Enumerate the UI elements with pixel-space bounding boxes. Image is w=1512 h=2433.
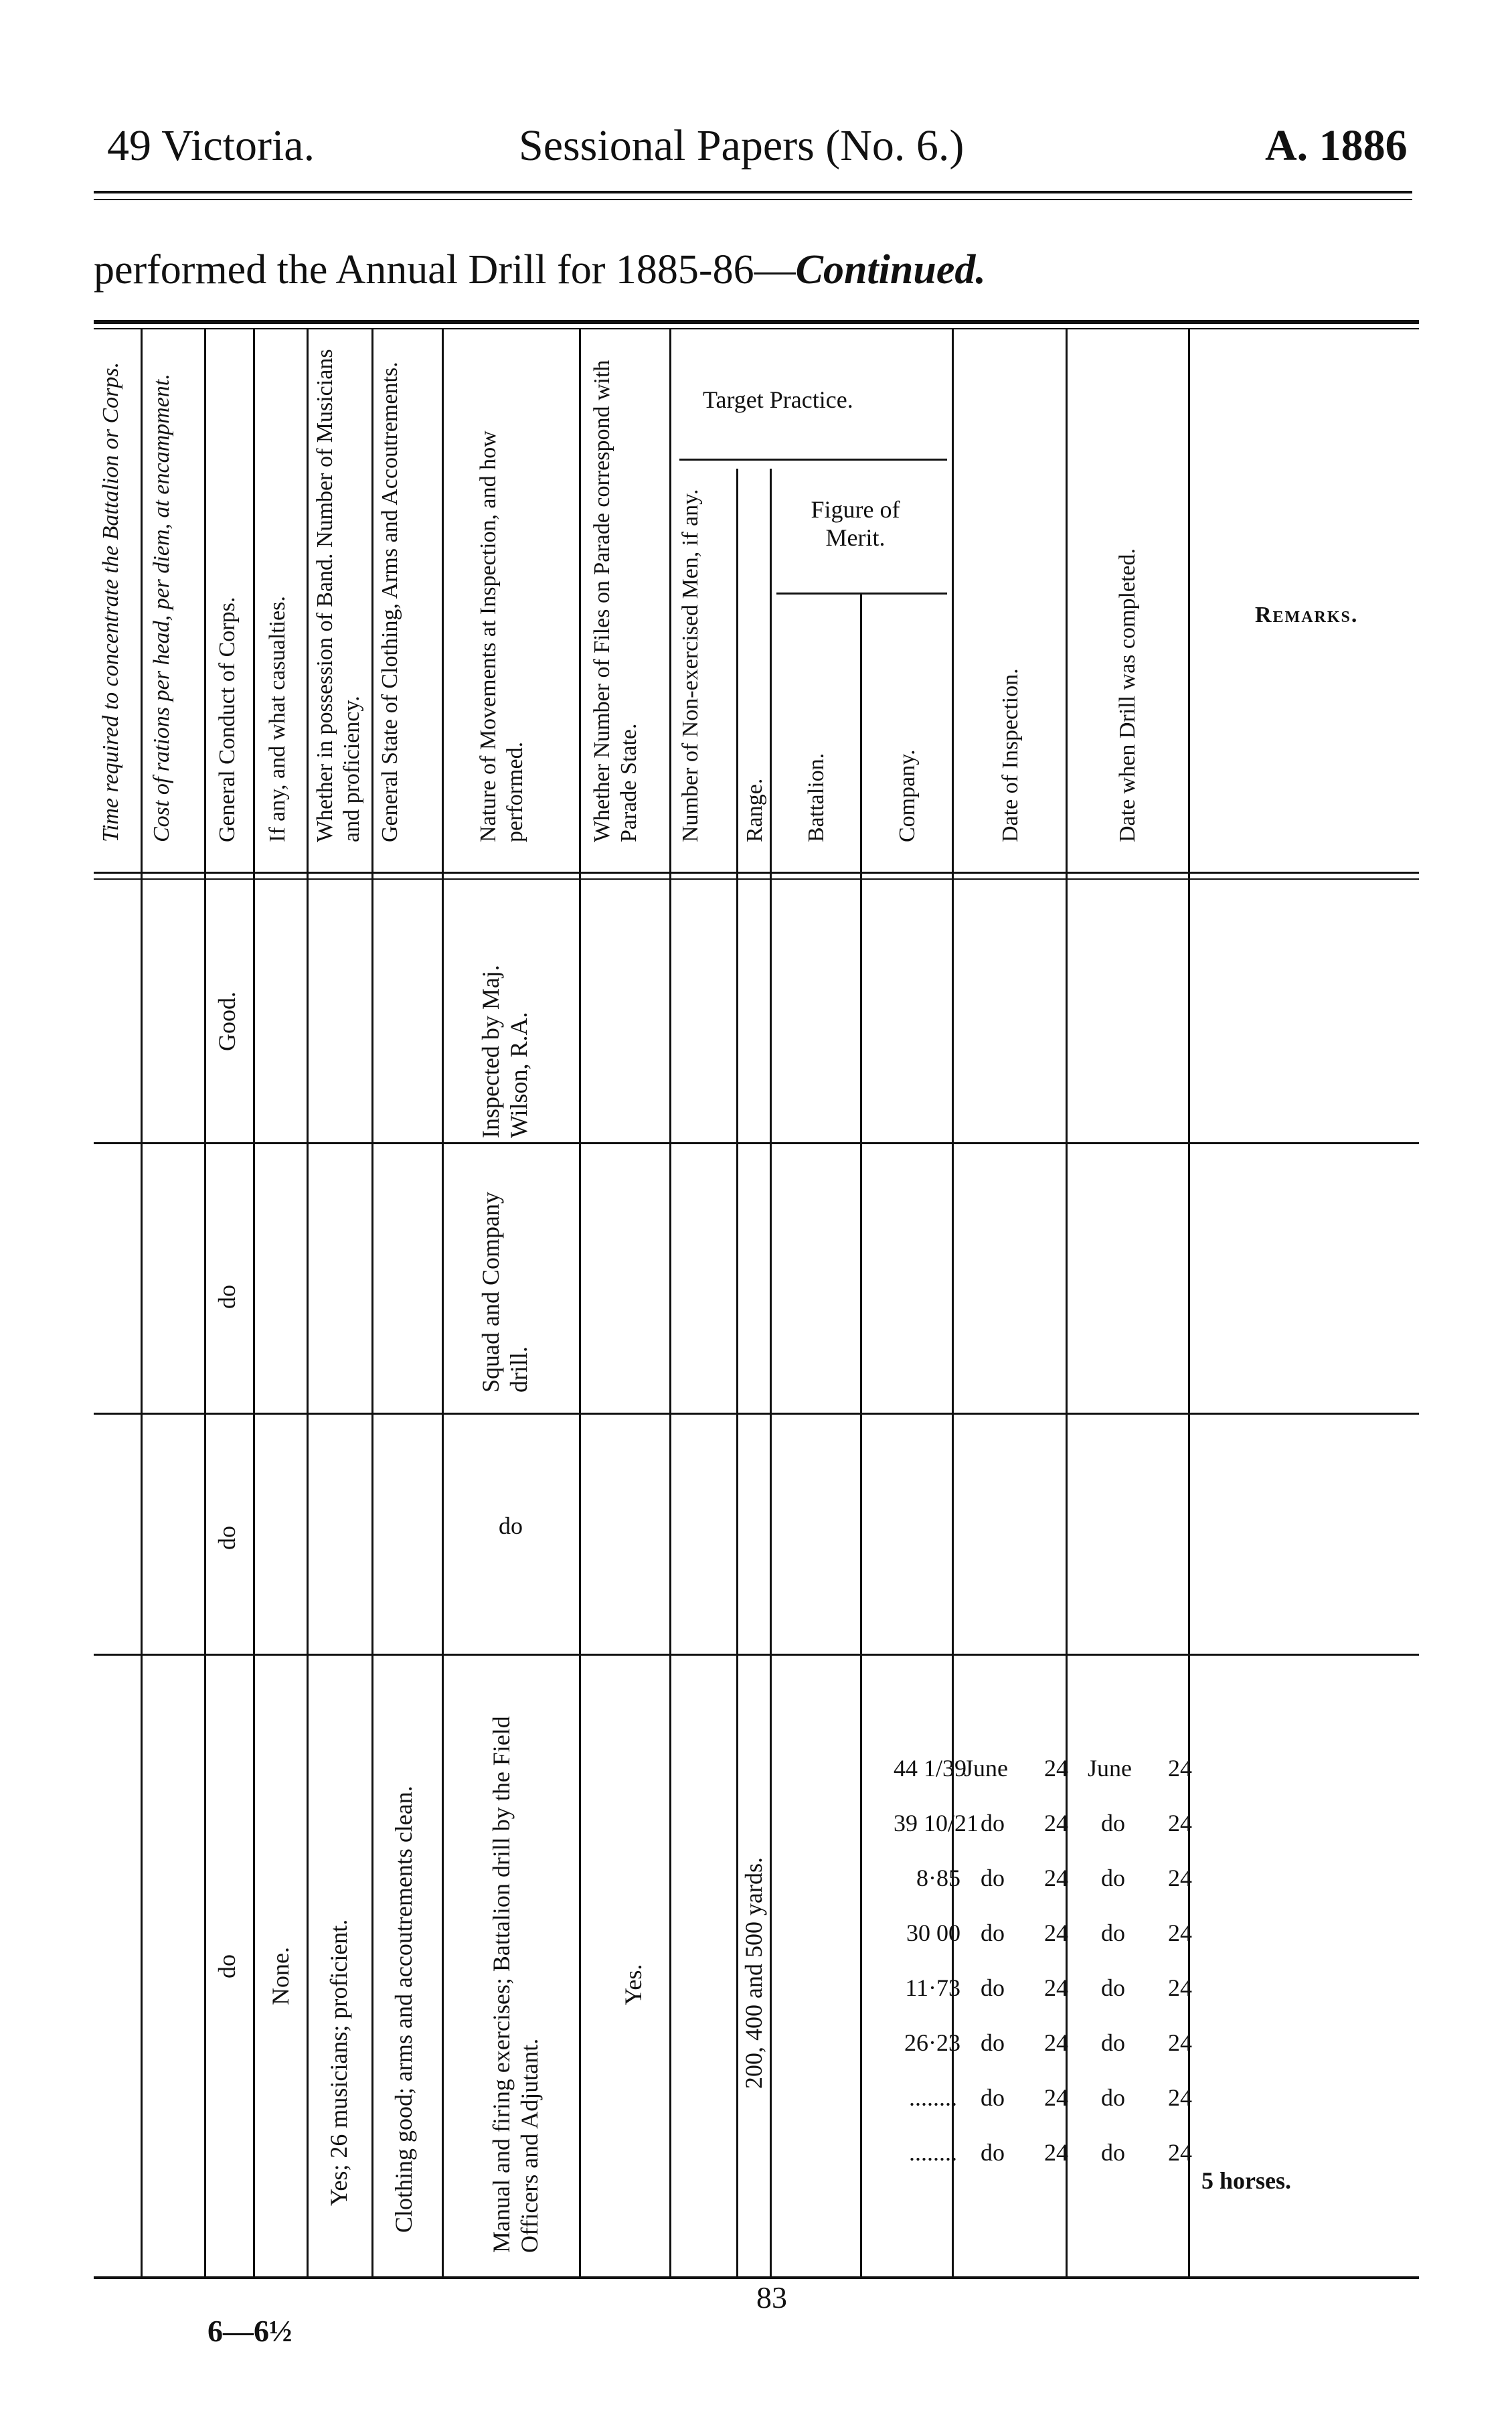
inspection-day: 24	[1044, 1810, 1068, 1836]
row4-range: 200, 400 and 500 yards.	[740, 1857, 767, 2089]
col-clothing: General State of Clothing, Arms and Accoutrements.	[377, 362, 402, 842]
company-value: 39 10/21	[894, 1810, 979, 1836]
row4-conduct: do	[214, 1954, 240, 1978]
inspection-day: 24	[1044, 1919, 1068, 1946]
footer-signature: 6—6½	[207, 2314, 292, 2348]
inspection-month: do	[981, 1810, 1005, 1836]
inspection-month: do	[981, 1974, 1005, 2001]
row2-conduct: do	[214, 1285, 240, 1309]
row1-conduct: Good.	[214, 992, 240, 1051]
row2-movements: Squad and Company drill.	[477, 1192, 532, 1393]
table-top-rule-thin	[94, 328, 1419, 329]
col-battalion: Battalion.	[804, 753, 829, 842]
col-separator	[736, 469, 738, 2276]
row4-remarks: 5 horses.	[1201, 2167, 1291, 2194]
drill-day: 24	[1168, 1919, 1192, 1946]
drill-month: do	[1101, 1865, 1125, 1891]
row-separator	[94, 1413, 1419, 1415]
col-separator	[770, 469, 772, 2276]
col-movements: Nature of Movements at Inspection, and how performed.	[476, 430, 527, 842]
drill-month: June	[1088, 1755, 1132, 1782]
col-date-inspection: Date of Inspection.	[998, 668, 1023, 842]
company-value: ........	[909, 2084, 957, 2111]
page-number: 83	[756, 2280, 787, 2314]
table-top-rule	[94, 320, 1419, 324]
col-date-drill: Date when Drill was completed.	[1115, 548, 1140, 842]
row1-movements: Inspected by Maj. Wilson, R.A.	[477, 965, 532, 1138]
header-title: Sessional Papers (No. 6.)	[519, 121, 964, 170]
inspection-month: do	[981, 1919, 1005, 1946]
col-non-exercised: Number of Non-exercised Men, if any.	[678, 489, 703, 842]
col-separator	[669, 328, 671, 2276]
company-value: 44 1/39	[894, 1755, 967, 1782]
inspection-month: June	[964, 1755, 1008, 1782]
row3-conduct: do	[214, 1526, 240, 1550]
inspection-day: 24	[1044, 1974, 1068, 2001]
col-separator	[141, 328, 143, 2276]
header-year: A. 1886	[1265, 121, 1408, 170]
drill-day: 24	[1168, 1810, 1192, 1836]
inspection-day: 24	[1044, 2029, 1068, 2056]
inspection-month: do	[981, 2029, 1005, 2056]
inspection-month: do	[981, 2139, 1005, 2166]
col-separator	[579, 328, 581, 2276]
col-general-conduct: General Conduct of Corps.	[215, 597, 240, 842]
drill-day: 24	[1168, 1865, 1192, 1891]
drill-day: 24	[1168, 1755, 1192, 1782]
col-separator	[442, 328, 444, 2276]
col-separator	[253, 328, 255, 2276]
inspection-month: do	[981, 1865, 1005, 1891]
col-company: Company.	[895, 749, 920, 842]
inspection-month: do	[981, 2084, 1005, 2111]
row4-files: Yes.	[620, 1964, 647, 2005]
col-separator	[371, 328, 373, 2276]
header-rule	[94, 191, 1412, 193]
col-target-practice: Target Practice.	[703, 386, 853, 413]
drill-day: 24	[1168, 1974, 1192, 2001]
header-bottom-rule-thin	[94, 878, 1419, 880]
drill-month: do	[1101, 2029, 1125, 2056]
drill-day: 24	[1168, 2139, 1192, 2166]
row3-movements: do	[499, 1512, 523, 1539]
drill-day: 24	[1168, 2084, 1192, 2111]
inspection-day: 24	[1044, 1755, 1068, 1782]
company-value: 30 00	[906, 1919, 960, 1946]
drill-month: do	[1101, 2139, 1125, 2166]
row4-band: Yes; 26 musicians; proficient.	[325, 1919, 352, 2206]
col-separator	[307, 328, 309, 2276]
company-value: ........	[909, 2139, 957, 2166]
row4-clothing: Clothing good; arms and accoutrements clean.	[390, 1786, 417, 2233]
table-subtitle: performed the Annual Drill for 1885-86—Continued.	[94, 247, 986, 293]
row-separator	[94, 1654, 1419, 1656]
inspection-day: 24	[1044, 1865, 1068, 1891]
drill-month: do	[1101, 1810, 1125, 1836]
company-value: 8·85	[916, 1865, 960, 1891]
header-bottom-rule	[94, 872, 1419, 874]
drill-month: do	[1101, 2084, 1125, 2111]
col-time-required: Time required to concentrate the Battalion or Corps.	[98, 362, 123, 842]
col-figure-of-merit: Figure of Merit.	[811, 496, 900, 551]
company-value: 26·23	[904, 2029, 960, 2056]
drill-day: 24	[1168, 2029, 1192, 2056]
drill-month: do	[1101, 1919, 1125, 1946]
row-separator	[94, 1142, 1419, 1144]
col-separator	[204, 328, 206, 2276]
company-value: 11·73	[905, 1974, 960, 2001]
col-casualties: If any, and what casualties.	[265, 596, 290, 842]
table-bottom-rule	[94, 2276, 1419, 2279]
col-files: Whether Number of Files on Parade correspond with Parade State.	[590, 360, 641, 842]
row4-movements: Manual and firing exercises; Battalion drill by the Field Officers and Adjutant.	[488, 1716, 543, 2253]
inspection-day: 24	[1044, 2084, 1068, 2111]
target-practice-rule	[679, 459, 947, 461]
col-cost-rations: Cost of rations per head, per diem, at encampment.	[149, 374, 174, 842]
col-separator	[860, 593, 862, 2276]
row4-casualties: None.	[267, 1947, 294, 2005]
inspection-day: 24	[1044, 2139, 1068, 2166]
figure-of-merit-rule	[776, 593, 947, 595]
col-range: Range.	[742, 778, 767, 842]
header-rule-thin	[94, 199, 1412, 200]
col-remarks: Remarks.	[1255, 603, 1359, 627]
header-session: 49 Victoria.	[107, 121, 315, 170]
col-band: Whether in possession of Band. Number of Musicians and proficiency.	[313, 349, 364, 842]
drill-month: do	[1101, 1974, 1125, 2001]
